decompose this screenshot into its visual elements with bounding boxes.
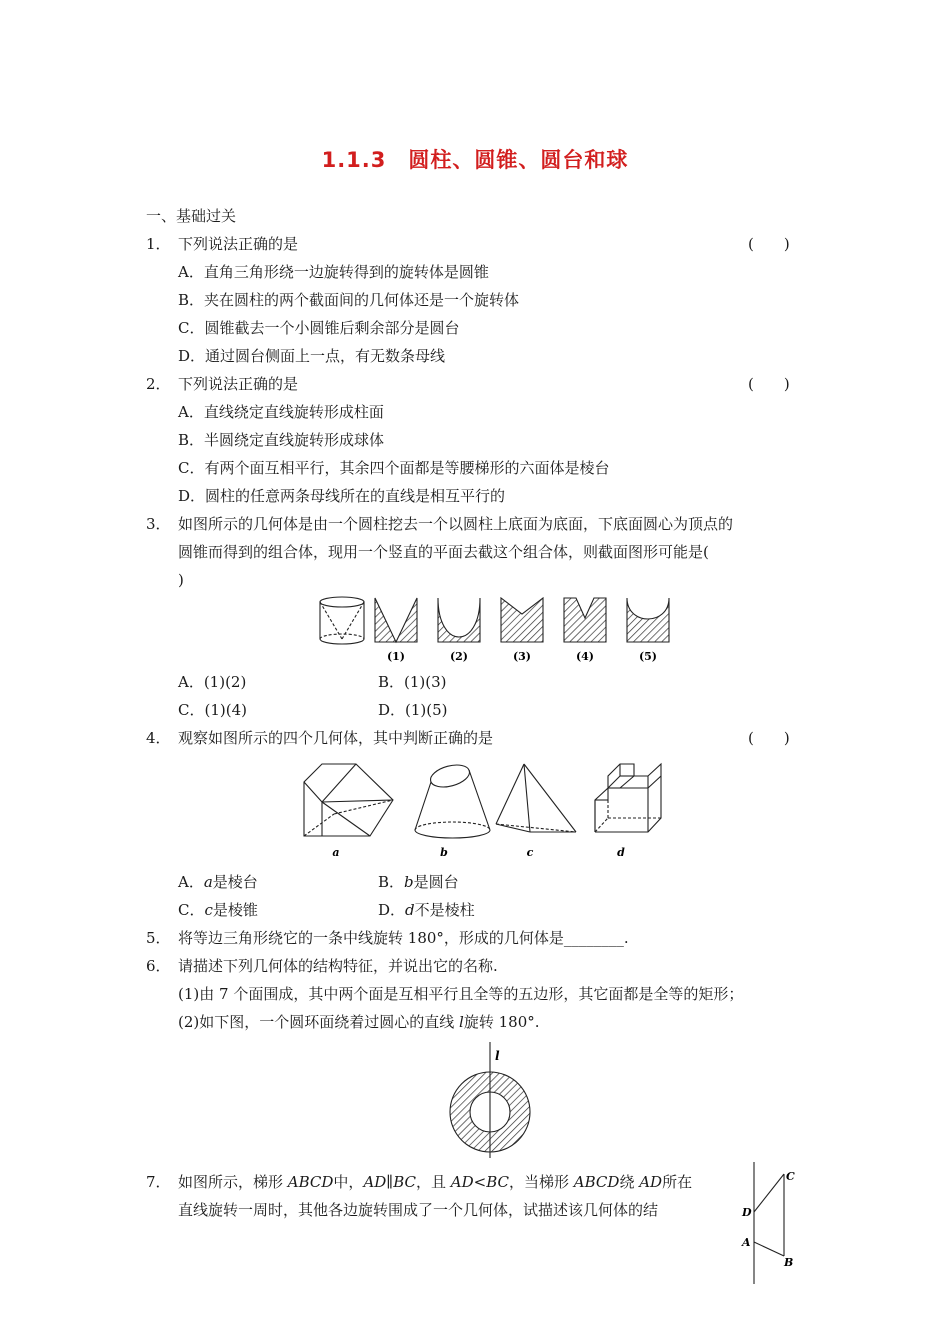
option-c: C．(1)(4) [178, 701, 247, 719]
question-number: 5． [146, 929, 171, 947]
question-number: 1． [146, 235, 171, 253]
trapezoid-figure [738, 1160, 808, 1290]
question-stem-line-3: ) [178, 571, 184, 589]
axis-label: l [495, 1049, 500, 1063]
option-b: B．(1)(3) [378, 673, 447, 691]
figure-label-d: d [617, 846, 625, 859]
question-number: 3． [146, 515, 171, 533]
option-a: A．a是棱台 [178, 873, 258, 891]
figure-label-b: b [440, 846, 448, 859]
question-stem: 请描述下列几何体的结构特征，并说出它的名称. [178, 957, 498, 975]
solid-c-drawing [496, 764, 576, 832]
option-d: D．圆柱的任意两条母线所在的直线是相互平行的 [178, 487, 506, 505]
vertex-label-c: C [786, 1170, 795, 1183]
question-number: 7． [146, 1173, 171, 1191]
option-a: A．(1)(2) [178, 673, 247, 691]
figure-label-a: a [332, 846, 340, 859]
question-stem-line-2: 圆锥而得到的组合体，现用一个竖直的平面去截这个组合体，则截面图形可能是( [178, 543, 709, 561]
section-shape-1 [375, 598, 417, 642]
question-stem: 将等边三角形绕它的一条中线旋转 180°，形成的几何体是________. [178, 929, 629, 947]
sub-question-1: (1)由 7 个面围成，其中两个面是互相平行且全等的五边形，其它面都是全等的矩形； [178, 985, 744, 1003]
figure-label-c: c [526, 846, 534, 859]
section-heading: 一、基础过关 [146, 207, 237, 225]
question-number: 6． [146, 957, 171, 975]
question-number: 4． [146, 729, 171, 747]
solid-b-drawing [415, 761, 490, 838]
section-shape-3 [501, 598, 543, 642]
question-stem: 下列说法正确的是 [178, 235, 299, 253]
option-d: D．通过圆台侧面上一点，有无数条母线 [178, 347, 446, 365]
section-shape-2 [438, 598, 480, 642]
option-d: D．d不是棱柱 [378, 901, 475, 919]
question-stem-line-1: 如图所示，梯形 ABCD中，AD∥BC，且 AD<BC，当梯形 ABCD绕 AD所在 [178, 1173, 693, 1191]
page-title: 1.1.3 圆柱、圆锥、圆台和球 [321, 148, 629, 172]
answer-parentheses: ( ) [748, 235, 790, 253]
figure-label-4: (4) [575, 650, 595, 663]
question-stem: 观察如图所示的四个几何体，其中判断正确的是 [178, 729, 494, 747]
vertex-label-a: A [742, 1236, 751, 1249]
vertex-label-b: B [784, 1256, 794, 1269]
answer-parentheses: ( ) [748, 375, 790, 393]
side-dc [754, 1174, 784, 1212]
figure-label-2: (2) [449, 650, 469, 663]
side-ab [754, 1242, 784, 1256]
question-number: 2． [146, 375, 171, 393]
option-a: A．直线绕定直线旋转形成柱面 [178, 403, 384, 421]
option-c: C．有两个面互相平行，其余四个面都是等腰梯形的六面体是棱台 [178, 459, 610, 477]
option-d: D．(1)(5) [378, 701, 448, 719]
solid-d-drawing [595, 764, 661, 832]
option-c: C．c是棱锥 [178, 901, 258, 919]
vertex-label-d: D [742, 1206, 752, 1219]
question-stem-line-1: 如图所示的几何体是由一个圆柱挖去一个以圆柱上底面为底面，下底面圆心为顶点的 [178, 515, 734, 533]
annulus-figure [440, 1040, 550, 1160]
option-a: A．直角三角形绕一边旋转得到的旋转体是圆锥 [178, 263, 489, 281]
figure-label-5: (5) [638, 650, 658, 663]
option-b: B．夹在圆柱的两个截面间的几何体还是一个旋转体 [178, 291, 520, 309]
option-b: B．半圆绕定直线旋转形成球体 [178, 431, 385, 449]
four-solids-figure [298, 758, 678, 863]
solid-a-drawing [304, 764, 393, 836]
option-c: C．圆锥截去一个小圆锥后剩余部分是圆台 [178, 319, 460, 337]
section-shape-5 [627, 598, 669, 642]
figure-label-3: (3) [512, 650, 532, 663]
option-b: B．b是圆台 [378, 873, 459, 891]
figure-label-1: (1) [386, 650, 406, 663]
section-shape-4 [564, 598, 606, 642]
cylinder-with-cone-drawing [320, 597, 364, 644]
question-stem: 下列说法正确的是 [178, 375, 299, 393]
sub-question-2: (2)如下图，一个圆环面绕着过圆心的直线 l旋转 180°. [178, 1013, 540, 1031]
question-stem-line-2: 直线旋转一周时，其他各边旋转围成了一个几何体，试描述该几何体的结 [178, 1201, 659, 1219]
answer-parentheses: ( ) [748, 729, 790, 747]
cross-section-figure [310, 590, 680, 670]
